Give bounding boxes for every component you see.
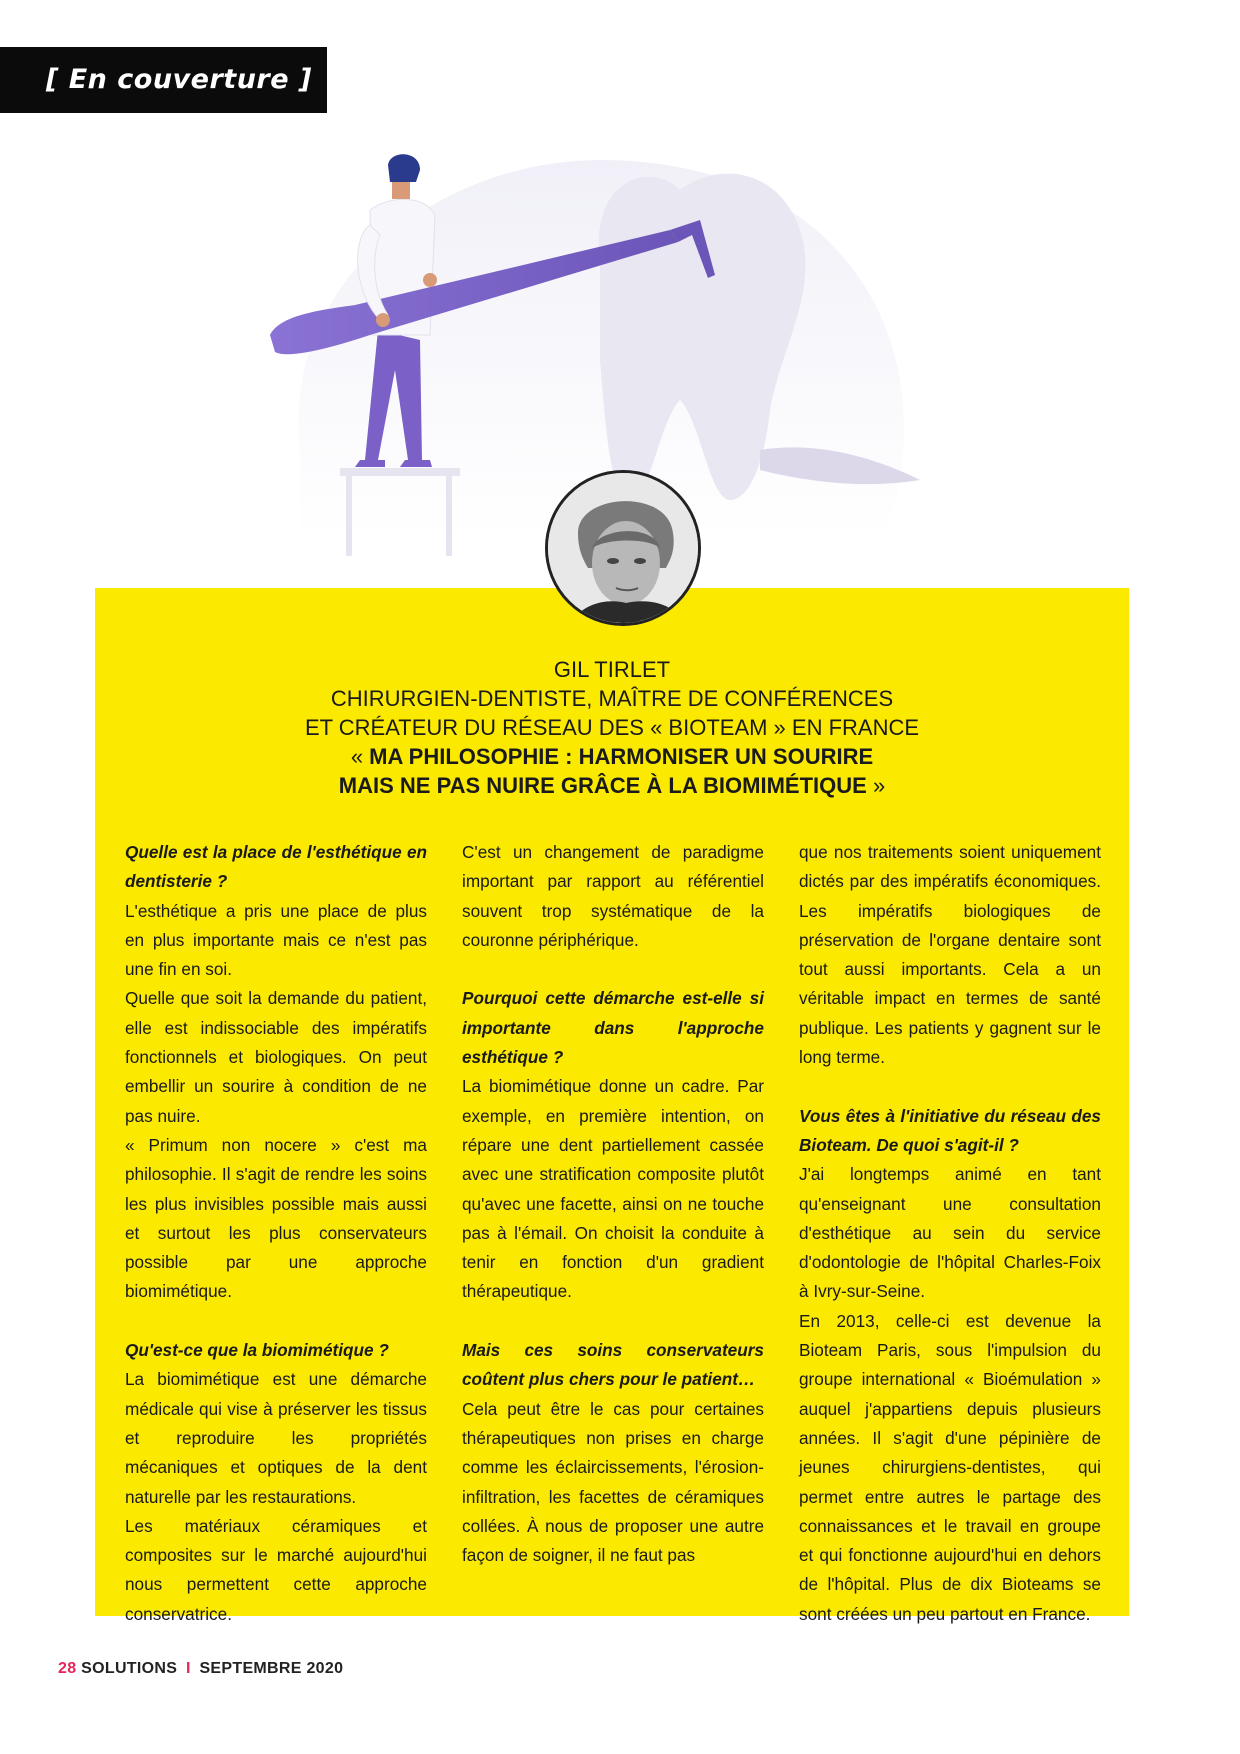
paragraph: La biomimétique donne un cadre. Par exemple, en première intention, on répare une dent partiellement cassée avec une stratification composite plutôt qu'avec une facette, ainsi on ne touche pas à l'émail. On choisit la conduite à tenir en fonction d'un gradient thérapeutique. [462,1076,764,1302]
headline-quote-1 [95,742,1129,771]
section-tag: [ En couverture ] [0,47,327,113]
headline-quote-2 [95,771,1129,800]
page-footer [58,1660,343,1678]
question-heading: Mais ces soins conservateurs coûtent plus chers pour le patient… [462,1340,764,1390]
page-number: 28 [58,1660,77,1677]
question-heading: Quelle est la place de l'esthétique en dentisterie ? [125,842,427,892]
interviewee-role-2: ET CRÉATEUR DU RÉSEAU DES « BIOTEAM » EN FRANCE [304,715,920,740]
quote-text-1: MA PHILOSOPHIE : HARMONISER UN SOURIRE [369,744,874,769]
question-heading: Pourquoi cette démarche est-elle si importante dans l'approche esthétique ? [462,988,764,1068]
interviewee-role-1: CHIRURGIEN-DENTISTE, MAÎTRE DE CONFÉRENCES [330,686,894,711]
quote-close: » [866,773,886,798]
paragraph: Cela peut être le cas pour certaines thérapeutiques non prises en charge comme les éclaircissements, l'érosion-infiltration, les facettes de céramiques collées. À nous de proposer une autre façon de soigner, il ne faut pas [462,1398,764,1566]
paragraph: L'esthétique a pris une place de plus en plus importante mais ce n'est pas une fin en soi. [125,900,427,980]
column-2 [462,838,764,1570]
footer-separator: I [185,1660,191,1677]
magazine-name: SOLUTIONS [81,1660,178,1677]
paragraph: C'est un changement de paradigme important par rapport au référentiel souvent trop systématique de la couronne périphérique. [462,842,764,950]
quote-text-2: MAIS NE PAS NUIRE GRÂCE À LA BIOMIMÉTIQUE [338,773,867,798]
paragraph: J'ai longtemps animé en tant qu'enseignant une consultation d'esthétique au sein du service d'odontologie de l'hôpital Charles-Foix à Ivry-sur-Seine. [799,1164,1101,1302]
paragraph: Quelle que soit la demande du patient, elle est indissociable des impératifs fonctionnels et biologiques. On peut embellir un sourire à condition de ne pas nuire. [125,988,427,1126]
column-1 [125,838,427,1629]
question-heading: Qu'est-ce que la biomimétique ? [125,1340,389,1361]
question-heading: Vous êtes à l'initiative du réseau des Bioteam. De quoi s'agit-il ? [799,1105,1101,1155]
issue-date: SEPTEMBRE 2020 [199,1660,344,1677]
portrait-photo-icon [545,470,701,626]
paragraph: que nos traitements soient uniquement dictés par des impératifs économiques. Les impératifs biologiques de préservation de l'organe dentaire sont tout aussi importants. Cela a un véritable impact en termes de santé publique. Les patients y gagnent sur le long terme. [799,842,1101,1068]
interview-header [95,655,1129,800]
quote-open: « [350,744,370,769]
paragraph: La biomimétique est une démarche médicale qui vise à préserver les tissus et reproduire les propriétés mécaniques et optiques de la dent naturelle par les restaurations. [125,1369,427,1507]
paragraph: Les matériaux céramiques et composites sur le marché aujourd'hui nous permettent cette approche conservatrice. [125,1515,427,1624]
paragraph: En 2013, celle-ci est devenue la Bioteam Paris, sous l'impulsion du groupe international « Bioémulation » auquel j'appartiens depuis plusieurs années. Il s'agit d'une pépinière de jeunes chirurgiens-dentistes, qui permet entre autres le partage des connaissances et le travail en groupe et qui fonctionne aujourd'hui en dehors de l'hôpital. Plus de dix Bioteams se sont créées un peu partout en France. [799,1310,1101,1624]
interviewee-name: GIL TIRLET [553,657,671,682]
paragraph: « Primum non nocere » c'est ma philosophie. Il s'agit de rendre les soins les plus invisibles possible mais aussi et surtout les plus conservateurs possible par une approche biomimétique. [125,1134,427,1302]
column-3 [799,838,1101,1629]
